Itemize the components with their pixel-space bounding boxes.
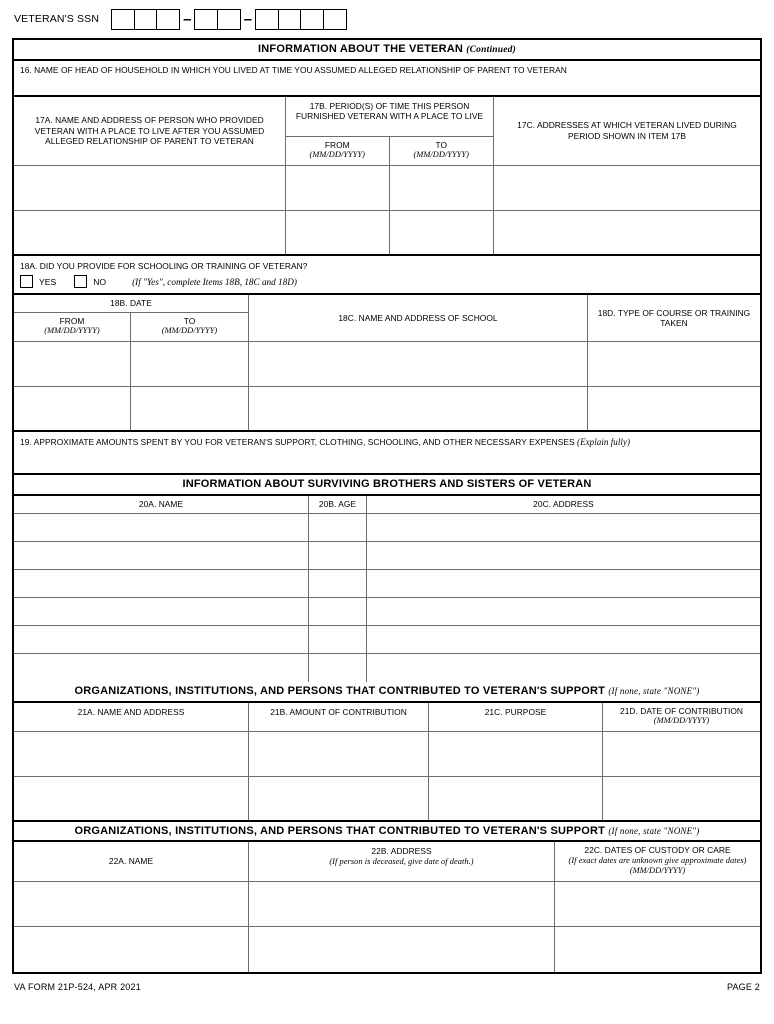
table-row xyxy=(14,927,760,972)
item-20a-input[interactable] xyxy=(14,598,309,625)
table-row xyxy=(14,654,760,682)
ssn-digit-box[interactable] xyxy=(194,9,218,30)
item-21a-input[interactable] xyxy=(14,777,249,820)
item-21-header-row xyxy=(14,703,760,732)
item-18c-header: 18C. NAME AND ADDRESS OF SCHOOL xyxy=(249,295,588,341)
banner-title: INFORMATION ABOUT THE VETERAN xyxy=(258,43,464,55)
item-21a-input[interactable] xyxy=(14,732,249,776)
table-row xyxy=(14,626,760,654)
item-21d-input[interactable] xyxy=(603,777,760,820)
item-22b-header-note: (If person is deceased, give date of death.) xyxy=(329,856,474,866)
item-20b-input[interactable] xyxy=(309,542,367,569)
table-row xyxy=(14,598,760,626)
ssn-separator: – xyxy=(183,10,192,28)
item-17b-from-label: FROM xyxy=(324,139,350,150)
item-21c-input[interactable] xyxy=(429,732,603,776)
item-17-header-row xyxy=(14,97,760,166)
item-20c-header: 20C. ADDRESS xyxy=(533,498,594,509)
item-17c-input[interactable] xyxy=(494,211,760,254)
item-18b-to-input[interactable] xyxy=(131,387,249,430)
item-17b-from-header xyxy=(286,137,390,165)
item-22b-header xyxy=(249,842,555,881)
veteran-ssn-label: VETERAN'S SSN xyxy=(14,13,100,25)
section-banner-contributors-22 xyxy=(14,822,760,843)
ssn-digit-box[interactable] xyxy=(300,9,324,30)
table-row xyxy=(14,882,760,927)
item-16-label: 16. NAME OF HEAD OF HOUSEHOLD IN WHICH YOU LIVED AT TIME YOU ASSUMED ALLEGED RELATIONSHIP OF PARENT TO VETERAN xyxy=(20,64,567,75)
item-22b-header-label: 22B. ADDRESS xyxy=(371,846,432,857)
item-22b-input[interactable] xyxy=(249,882,555,926)
item-18b-from-input[interactable] xyxy=(14,342,131,386)
item-20a-input[interactable] xyxy=(14,570,309,597)
table-row xyxy=(14,777,760,822)
section-banner-veteran-info xyxy=(14,40,760,61)
item-17b-subheaders xyxy=(286,137,493,165)
item-20-header-row xyxy=(14,496,760,515)
ssn-group-serial xyxy=(255,9,347,30)
item-17b-from-format: (MM/DD/YYYY) xyxy=(309,150,365,160)
item-20a-input[interactable] xyxy=(14,542,309,569)
item-17a-input[interactable] xyxy=(14,166,286,210)
item-18d-input[interactable] xyxy=(588,342,760,386)
item-17c-input[interactable] xyxy=(494,166,760,210)
table-row xyxy=(14,732,760,777)
item-17b-to-input[interactable] xyxy=(390,211,494,254)
item-18c-input[interactable] xyxy=(249,342,588,386)
ssn-digit-box[interactable] xyxy=(217,9,241,30)
item-21d-input[interactable] xyxy=(603,732,760,776)
item-22-header-row xyxy=(14,842,760,882)
item-18d-header: 18D. TYPE OF COURSE OR TRAINING TAKEN xyxy=(597,307,751,329)
veteran-ssn-row xyxy=(12,0,762,38)
item-22b-input[interactable] xyxy=(249,927,555,972)
section-banner-siblings xyxy=(14,475,760,496)
item-18b-from-format: (MM/DD/YYYY) xyxy=(44,326,100,336)
item-18c-input[interactable] xyxy=(249,387,588,430)
ssn-digit-box[interactable] xyxy=(134,9,158,30)
item-18b-to-format: (MM/DD/YYYY) xyxy=(161,326,218,336)
table-row xyxy=(14,514,760,542)
item-21d-header xyxy=(603,703,760,731)
item-22c-header-note: (If exact dates are unknown give approximate dates) (MM/DD/YYYY) xyxy=(568,855,747,876)
item-19-cell[interactable] xyxy=(14,432,760,475)
ssn-digit-box[interactable] xyxy=(323,9,347,30)
section-22-title: ORGANIZATIONS, INSTITUTIONS, AND PERSONS THAT CONTRIBUTED TO VETERAN'S SUPPORT xyxy=(74,824,606,837)
item-18a-note: (If "Yes", complete Items 18B, 18C and 18D) xyxy=(132,276,297,287)
table-row xyxy=(14,166,760,211)
item-18-header-row xyxy=(14,295,760,342)
item-18d-input[interactable] xyxy=(588,387,760,430)
item-16-cell[interactable] xyxy=(14,61,760,97)
item-18a-choices xyxy=(20,275,760,288)
table-row xyxy=(14,570,760,598)
table-row xyxy=(14,342,760,387)
item-20a-header: 20A. NAME xyxy=(14,496,309,514)
item-17a-input[interactable] xyxy=(14,211,286,254)
item-17b-to-label: TO xyxy=(435,139,448,150)
item-21c-header: 21C. PURPOSE xyxy=(429,703,603,731)
item-20c-input[interactable] xyxy=(367,654,760,682)
item-20c-input[interactable] xyxy=(367,514,760,541)
item-20b-input[interactable] xyxy=(309,514,367,541)
item-18b-from-header xyxy=(14,313,131,341)
item-21d-header-label: 21D. DATE OF CONTRIBUTION xyxy=(619,705,743,716)
item-18a-no-label: NO xyxy=(93,276,107,287)
item-17b-from-input[interactable] xyxy=(286,211,390,254)
table-row xyxy=(14,387,760,432)
item-19-label-italic: (Explain fully) xyxy=(577,436,631,447)
item-22a-input[interactable] xyxy=(14,927,249,972)
item-22c-header xyxy=(555,842,760,881)
item-17b-header xyxy=(286,97,494,165)
item-20a-input[interactable] xyxy=(14,654,309,682)
item-18a-question: 18A. DID YOU PROVIDE FOR SCHOOLING OR TRAINING OF VETERAN? xyxy=(20,260,308,271)
item-21b-input[interactable] xyxy=(249,732,429,776)
item-18b-from-label: FROM xyxy=(59,315,85,326)
item-20b-input[interactable] xyxy=(309,598,367,625)
item-20b-header: 20B. AGE xyxy=(309,496,367,514)
page-number: PAGE 2 xyxy=(726,981,760,992)
ssn-group-area xyxy=(111,9,180,30)
item-18a-block xyxy=(14,256,760,296)
item-18b-header xyxy=(14,295,249,341)
item-20b-input[interactable] xyxy=(309,626,367,653)
item-22a-header: 22A. NAME xyxy=(14,842,249,881)
item-20a-input[interactable] xyxy=(14,626,309,653)
item-21c-input[interactable] xyxy=(429,777,603,820)
item-18b-to-label: TO xyxy=(183,315,196,326)
item-22c-input[interactable] xyxy=(555,882,760,926)
section-21-title-note: (If none, state "NONE") xyxy=(608,686,700,697)
ssn-digit-box[interactable] xyxy=(111,9,135,30)
item-21a-header: 21A. NAME AND ADDRESS xyxy=(14,703,249,731)
item-20b-input[interactable] xyxy=(309,654,367,682)
ssn-digit-box[interactable] xyxy=(278,9,302,30)
item-18b-to-input[interactable] xyxy=(131,342,249,386)
item-19-label-wrap xyxy=(20,437,760,448)
item-20a-input[interactable] xyxy=(14,514,309,541)
item-18b-to-header xyxy=(131,313,248,341)
item-19-label: 19. APPROXIMATE AMOUNTS SPENT BY YOU FOR VETERAN'S SUPPORT, CLOTHING, SCHOOLING, AND OTHER NECESSARY EXPENSES xyxy=(20,436,575,447)
item-21b-header: 21B. AMOUNT OF CONTRIBUTION xyxy=(249,703,429,731)
ssn-digit-box[interactable] xyxy=(156,9,180,30)
item-20b-input[interactable] xyxy=(309,570,367,597)
item-17c-header: 17C. ADDRESSES AT WHICH VETERAN LIVED DURING PERIOD SHOWN IN ITEM 17B xyxy=(517,120,737,141)
table-row xyxy=(14,211,760,256)
form-body xyxy=(12,38,762,974)
item-17a-header: 17A. NAME AND ADDRESS OF PERSON WHO PROVIDED VETERAN WITH A PLACE TO LIVE AFTER YOU ASSUMED ALLEGED RELATIONSHIP OF PARENT TO VETERAN xyxy=(14,97,286,165)
item-21b-input[interactable] xyxy=(249,777,429,820)
item-20c-input[interactable] xyxy=(367,570,760,597)
item-17b-to-format: (MM/DD/YYYY) xyxy=(413,150,469,160)
ssn-group-group xyxy=(194,9,241,30)
ssn-separator: – xyxy=(243,10,253,28)
item-22c-header-label: 22C. DATES OF CUSTODY OR CARE xyxy=(584,845,731,856)
item-21d-header-format: (MM/DD/YYYY) xyxy=(653,716,710,726)
item-18b-from-input[interactable] xyxy=(14,387,131,430)
section-banner-contributors-21 xyxy=(14,682,760,703)
item-17b-title: 17B. PERIOD(S) OF TIME THIS PERSON FURNISHED VETERAN WITH A PLACE TO LIVE xyxy=(286,97,493,137)
item-22c-input[interactable] xyxy=(555,927,760,972)
item-20c-input[interactable] xyxy=(367,598,760,625)
item-18a-yes-checkbox[interactable] xyxy=(20,275,33,288)
item-22a-input[interactable] xyxy=(14,882,249,926)
item-18a-yes-label: YES xyxy=(39,276,57,287)
item-20c-input[interactable] xyxy=(367,542,760,569)
item-17b-to-input[interactable] xyxy=(390,166,494,210)
item-20c-input[interactable] xyxy=(367,626,760,653)
ssn-digit-box[interactable] xyxy=(255,9,279,30)
banner-title-suffix: (Continued) xyxy=(466,45,516,55)
form-identifier: VA FORM 21P-524, APR 2021 xyxy=(14,981,141,992)
section-20-title: INFORMATION ABOUT SURVIVING BROTHERS AND SISTERS OF VETERAN xyxy=(182,477,592,490)
item-17b-from-input[interactable] xyxy=(286,166,390,210)
section-22-title-note: (If none, state "NONE") xyxy=(608,825,700,836)
table-row xyxy=(14,542,760,570)
item-18b-subheaders xyxy=(14,313,248,341)
item-18b-title: 18B. DATE xyxy=(14,295,248,313)
item-18a-no-checkbox[interactable] xyxy=(74,275,87,288)
item-17b-to-header xyxy=(390,137,494,165)
page-footer xyxy=(12,974,762,992)
section-21-title: ORGANIZATIONS, INSTITUTIONS, AND PERSONS THAT CONTRIBUTED TO VETERAN'S SUPPORT xyxy=(74,685,606,698)
